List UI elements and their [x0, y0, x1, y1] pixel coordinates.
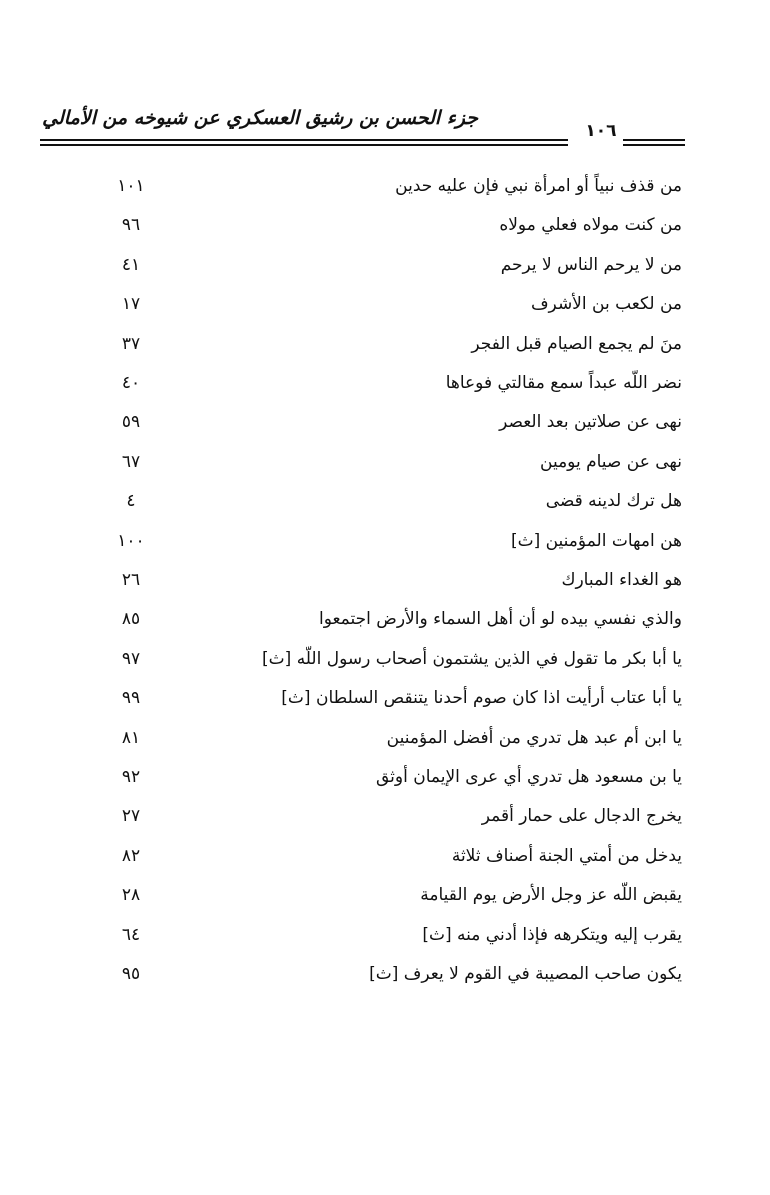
index-row — [0, 798, 770, 837]
header-rule-right-lower — [623, 144, 685, 146]
index-entry-text: من لا يرحم الناس لا يرحم — [500, 254, 682, 275]
index-row — [0, 877, 770, 916]
index-entry-text: يا أبا بكر ما تقول في الذين يشتمون أصحاب رسول اللّه [ث] — [262, 648, 682, 669]
index-entry-text: والذي نفسي بيده لو أن أهل السماء والأرض اجتمعوا — [318, 609, 682, 630]
index-entry-number: ٤ — [126, 491, 136, 512]
index-entry-number: ٦٤ — [121, 924, 141, 945]
index-entry-number: ٩٦ — [121, 215, 141, 236]
index-row — [0, 641, 770, 680]
index-entry-number: ٩٧ — [121, 648, 141, 669]
index-entry-number: ٤٠ — [121, 373, 141, 393]
index-entry-text: هل ترك لدينه قضى — [545, 491, 682, 512]
index-entry-text: نهى عن صيام يومين — [540, 451, 682, 472]
index-entry-text: يدخل من أمتي الجنة أصناف ثلاثة — [451, 845, 682, 866]
index-entry-number: ١٧ — [121, 294, 141, 315]
index-row — [0, 759, 770, 798]
index-entry-number: ٩٥ — [121, 964, 141, 984]
index-row — [0, 286, 770, 325]
index-row — [0, 404, 770, 443]
index-entry-number: ٥٩ — [121, 412, 141, 433]
index-entry-number: ٢٧ — [121, 806, 141, 827]
index-entry-text: هن امهات المؤمنين [ث] — [510, 530, 682, 551]
index-entry-text: يقرب إليه ويتكرهه فإذا أدني منه [ث] — [422, 924, 682, 945]
index-row — [0, 562, 770, 601]
header-rule-left-upper — [40, 139, 568, 141]
index-entry-number: ٨٥ — [121, 609, 141, 630]
index-entry-number: ٨٢ — [121, 845, 141, 866]
index-entry-number: ١٠٠ — [117, 530, 145, 551]
index-entry-text: يا أبا عتاب أرأيت اذا كان صوم أحدنا يتنقص السلطان [ث] — [281, 688, 682, 709]
page-number: ١٠٦ — [585, 121, 617, 141]
index-entry-text: نضر اللّه عبداً سمع مقالتي فوعاها — [445, 373, 682, 393]
index-entry-number: ١٠١ — [117, 176, 145, 196]
index-entry-number: ٩٢ — [121, 767, 141, 787]
index-row — [0, 444, 770, 483]
running-title: جزء الحسن بن رشيق العسكري عن شيوخه من الأمالي — [42, 107, 478, 129]
index-entry-number: ٤١ — [121, 254, 141, 275]
index-entry-text: من كنت مولاه فعلي مولاه — [499, 215, 682, 236]
index-entry-number: ٩٩ — [121, 688, 141, 709]
index-entry-number: ٢٨ — [121, 885, 141, 906]
index-entry-text: يقبض اللّه عز وجل الأرض يوم القيامة — [420, 885, 682, 906]
index-entry-text: يا ابن أم عبد هل تدري من أفضل المؤمنين — [386, 727, 682, 748]
index-entry-text: من قذف نبياً أو امرأة نبي فإن عليه حدين — [395, 176, 682, 196]
index-row — [0, 207, 770, 246]
header-rule-left-lower — [40, 144, 568, 146]
index-entry-text: منَ لم يجمع الصيام قبل الفجر — [471, 333, 682, 354]
index-row — [0, 523, 770, 562]
index-entry-number: ٨١ — [121, 727, 141, 748]
index-entry-number: ٢٦ — [121, 570, 141, 590]
index-row — [0, 680, 770, 719]
index-entry-text: من لكعب بن الأشرف — [530, 294, 682, 315]
index-entry-text: يا بن مسعود هل تدري أي عرى الإيمان أوثق — [376, 767, 682, 787]
index-row — [0, 601, 770, 640]
index-entry-text: يكون صاحب المصيبة في القوم لا يعرف [ث] — [369, 964, 682, 984]
index-entry-text: نهى عن صلاتين بعد العصر — [499, 412, 682, 433]
index-row — [0, 838, 770, 877]
index-row — [0, 168, 770, 207]
header-rule-right-upper — [623, 139, 685, 141]
index-row — [0, 326, 770, 365]
index-row — [0, 247, 770, 286]
index-row — [0, 917, 770, 956]
index-entry-text: هو الغداء المبارك — [561, 570, 682, 590]
index-row — [0, 483, 770, 522]
index-entry-number: ٣٧ — [121, 333, 141, 354]
index-entry-number: ٦٧ — [121, 451, 141, 472]
index-row — [0, 956, 770, 995]
index-row — [0, 365, 770, 404]
index-row — [0, 720, 770, 759]
index-entry-text: يخرج الدجال على حمار أقمر — [481, 806, 682, 827]
